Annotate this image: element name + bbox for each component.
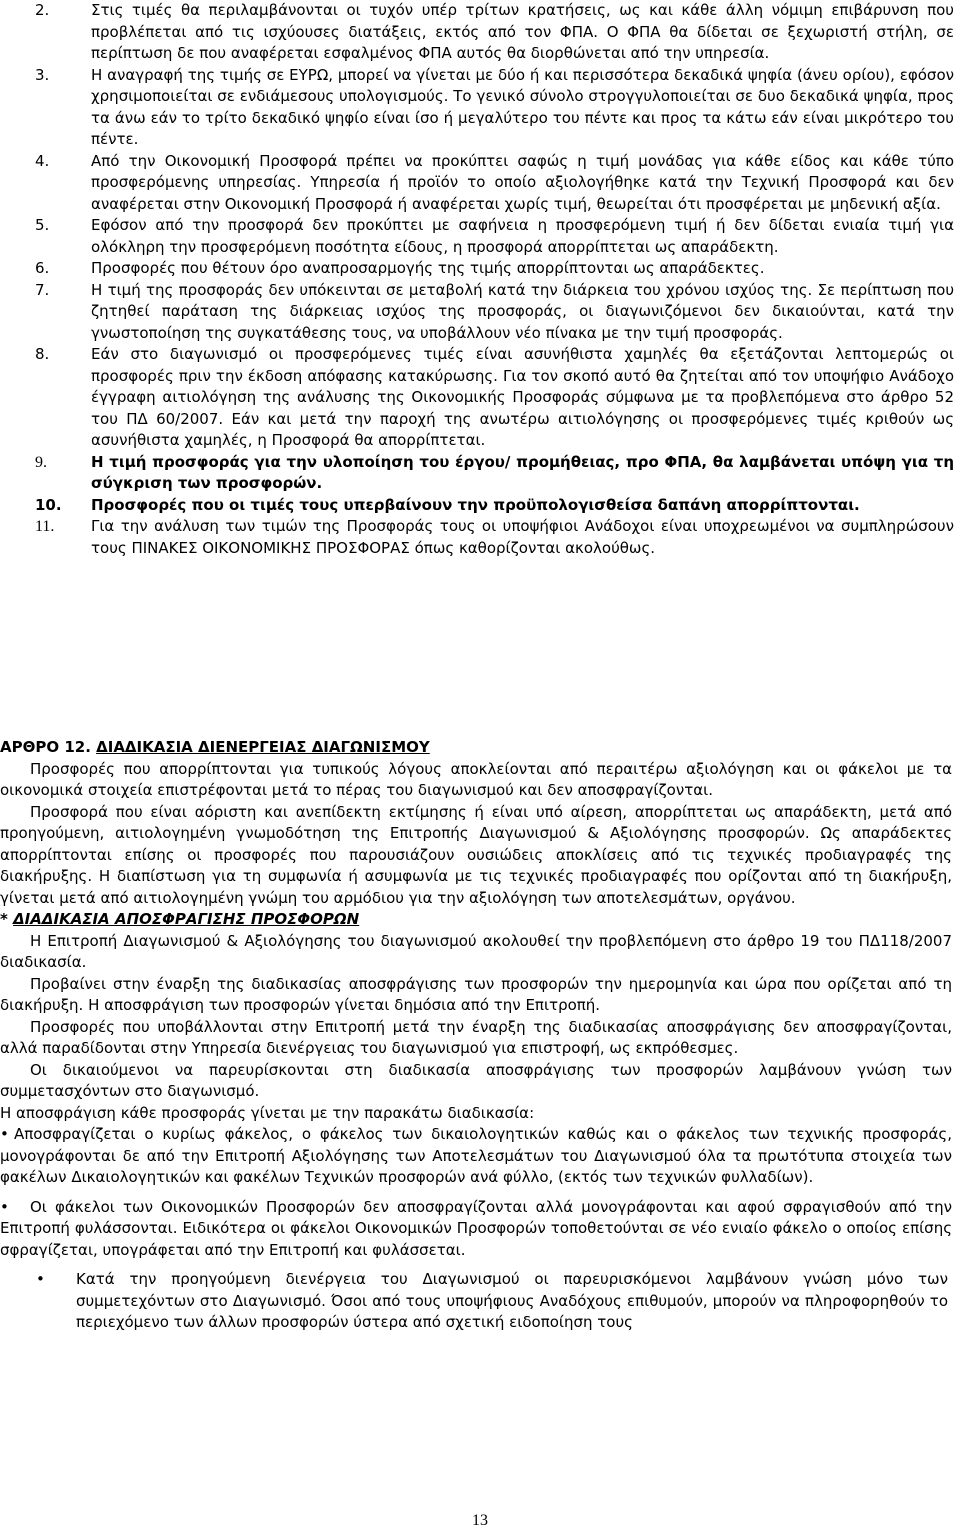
list-number: 10. <box>35 495 62 514</box>
list-item <box>0 280 960 345</box>
list-number: 2. <box>35 1 50 19</box>
list-item <box>0 344 960 452</box>
bullet-item <box>0 1269 952 1334</box>
list-number: 3. <box>35 65 50 84</box>
list-item <box>0 65 960 151</box>
paragraph: Η Επιτροπή Διαγωνισμού & Αξιολόγησης του διαγωνισμού ακολουθεί την προβλεπόμενη στο άρθρο 19 του ΠΔ118/2007 διαδικασία. <box>0 931 952 971</box>
paragraph: Προβαίνει στην έναρξη της διαδικασίας αποσφράγισης των προσφορών την ημερομηνία και ώρα που ορίζεται από τη διακήρυξη. Η αποσφράγιση των προσφορών γίνεται δημόσια από την Επιτροπή. <box>0 974 952 1014</box>
list-item <box>0 516 960 559</box>
list-text: Εάν στο διαγωνισμό οι προσφερόμενες τιμές είναι ασυνήθιστα χαμηλές θα εξετάζονται λεπτομερώς οι προσφορές πριν την έκδοση απόφασης κατακύρωσης. Για τον σκοπό αυτό θα ζητείται από τον υποψήφιο Ανάδοχο έγγραφη αιτιολόγηση της ανάλυσης της Οικονομικής Προσφοράς σύμφωνα με τα προβλεπόμενα στο άρθρο 52 του ΠΔ 60/2007. Εάν και μετά την παροχή της ανωτέρω αιτιολόγησης οι προσφερόμενες τιμές κριθούν ως ασυνήθιστα χαμηλές, η Προσφορά θα απορρίπτεται. <box>91 345 954 449</box>
list-item <box>0 151 960 216</box>
list-number: 7. <box>35 280 50 299</box>
article-heading-title: ΔΙΑΔΙΚΑΣΙΑ ΔΙΕΝΕΡΓΕΙΑΣ ΔΙΑΓΩΝΙΣΜΟΥ <box>96 738 430 756</box>
paragraph: Η αποσφράγιση κάθε προσφοράς γίνεται με την παρακάτω διαδικασία: <box>0 1103 535 1122</box>
list-text: Η αναγραφή της τιμής σε ΕΥΡΩ, μπορεί να γίνεται με δύο ή και περισσότερα δεκαδικά ψηφία (άνευ ορίου), εφόσον χρησιμοποιείται σε ενδιάμεσους υπολογισμούς. Το γενικό σύνολο στρογγυλοποιείται σε δυο δεκαδικά ψηφία, προς τα άνω εάν το τρίτο δεκαδικό ψηφίο είναι ίσο ή μεγαλύτερο του πέντε και προς τα κάτω εάν είναι μικρότερο του πέντε. <box>91 65 954 148</box>
bullet-text: Αποσφραγίζεται ο κυρίως φάκελος, ο φάκελος των δικαιολογητικών καθώς και ο φάκελος των τεχνικής προσφοράς, μονογράφονται δε από την Επιτροπή Αξιολόγησης των Αποτελεσμάτων του Διαγωνισμού όλα τα πρωτότυπα στοιχεία των φακέλων Δικαιολογητικών και φακέλων Τεχνικών προσφορών ανά φύλλο, (εκτός των τεχνικών φυλλαδίων). <box>0 1125 952 1186</box>
list-number: 6. <box>35 259 50 277</box>
list-text: Προσφορές που θέτουν όρο αναπροσαρμογής της τιμής απορρίπτονται ως απαράδεκτες. <box>91 259 765 277</box>
list-number: 5. <box>35 216 50 234</box>
bullet-icon: • <box>0 1197 9 1216</box>
list-text: Για την ανάλυση των τιμών της Προσφοράς τους οι υποψήφιοι Ανάδοχοι είναι υποχρεωμένοι να συμπληρώσουν τους ΠΙΝΑΚΕΣ ΟΙΚΟΝΟΜΙΚΗΣ ΠΡΟΣΦΟΡΑΣ όπως καθορίζονται ακολούθως. <box>91 517 954 557</box>
list-number: 9. <box>35 453 47 471</box>
price-terms-list <box>0 0 960 559</box>
paragraph: Προσφορές που υποβάλλονται στην Επιτροπή μετά την έναρξη της διαδικασίας αποσφράγισης δεν αποσφραγίζονται, αλλά παραδίδονται στην Υπηρεσία διενέργειας του διαγωνισμού για επιστροφή, ως εκπρόθεσμες. <box>0 1017 952 1057</box>
article-heading-prefix: ΑΡΘΡΟ 12. <box>0 738 97 756</box>
paragraph: Οι δικαιούμενοι να παρευρίσκονται στη διαδικασία αποσφράγισης των προσφορών λαμβάνουν γνώση των συμμετασχόντων στο διαγωνισμό. <box>0 1060 952 1100</box>
bullet-icon: • <box>36 1270 45 1288</box>
subheading-star: * <box>0 910 14 928</box>
list-number: 11. <box>35 518 55 535</box>
bullet-item <box>0 1124 952 1189</box>
subheading-title: ΔΙΑΔΙΚΑΣΙΑ ΑΠΟΣΦΡΑΓΙΣΗΣ ΠΡΟΣΦΟΡΩΝ <box>13 910 360 928</box>
list-text: Στις τιμές θα περιλαμβάνονται οι τυχόν υπέρ τρίτων κρατήσεις, ως και κάθε άλλη νόμιμη επιβάρυνση που προβλέπεται από τις ισχύουσες διατάξεις, εκτός από τον ΦΠΑ. Ο ΦΠΑ θα δίδεται σε ξεχωριστή στήλη, σε περίπτωση δε που αναφέρεται εσφαλμένος ΦΠΑ αυτός θα διορθώνεται από την υπηρεσία. <box>91 1 954 62</box>
list-text: Η τιμή της προσφοράς δεν υπόκεινται σε μεταβολή κατά την διάρκεια του χρόνου ισχύος της. Σε περίπτωση που ζητηθεί παράταση της διάρκειας ισχύος της προσφοράς, οι διαγωνιζόμενοι δεν δικαιούνται, κατά την γνωστοποίηση της συγκατάθεσης τους, να υποβάλλουν νέο πίνακα με την τιμή προσφοράς. <box>91 280 954 342</box>
list-number: 8. <box>35 345 50 363</box>
paragraph: Προσφορά που είναι αόριστη και ανεπίδεκτη εκτίμησης ή είναι υπό αίρεση, απορρίπτεται ως απαράδεκτη, μετά από προηγούμενη, αιτιολογημένη γνωμοδότηση της Επιτροπής Διαγωνισμού & Αξιολόγησης προσφορών. Ως απαράδεκτες απορρίπτονται επίσης οι προσφορές που παρουσιάζουν ουσιώδεις αποκλίσεις από τις τεχνικές προδιαγραφές της διακήρυξης. Η διαπίστωση για τη συμφωνία ή ασυμφωνία με τις τεχνικές προδιαγραφές που ορίζονται από τη διακήρυξη, γίνεται μετά από αιτιολογημένη γνώμη του αρμόδιου για την αξιολόγηση των αποτελεσμάτων, οργάνου. <box>0 802 952 907</box>
list-item <box>0 258 960 280</box>
list-item <box>0 452 960 495</box>
list-text: Προσφορές που οι τιμές τους υπερβαίνουν την προϋπολογισθείσα δαπάνη απορρίπτονται. <box>91 495 860 514</box>
list-text: Από την Οικονομική Προσφορά πρέπει να προκύπτει σαφώς η τιμή μονάδας για κάθε είδος και κάθε τύπο προσφερόμενης υπηρεσίας. Υπηρεσία ή προϊόν το οποίο αξιολογήθηκε κατά την Τεχνική Προσφορά και δεν αναφέρεται στην Οικονομική Προσφορά ή αναφέρεται χωρίς τιμή, θεωρείται ότι προσφέρεται με μηδενική αξία. <box>91 151 954 213</box>
list-item <box>0 0 960 65</box>
list-text: Εφόσον από την προσφορά δεν προκύπτει με σαφήνεια η προσφερόμενη τιμή ή δεν δίδεται ενιαία τιμή για ολόκληρη την προσφερόμενη ποσότητα είδους, η προσφορά απορρίπτεται ως απαράδεκτη. <box>91 216 954 256</box>
list-item <box>0 495 960 517</box>
paragraph: Προσφορές που απορρίπτονται για τυπικούς λόγους αποκλείονται από περαιτέρω αξιολόγηση και οι φάκελοι με τα οικονομικά στοιχεία επιστρέφονται μετά το πέρας του διαγωνισμού και δεν αποσφραγίζονται. <box>0 759 952 799</box>
list-number: 4. <box>35 151 50 170</box>
bullet-icon: • <box>0 1125 9 1143</box>
list-text: Η τιμή προσφοράς για την υλοποίηση του έργου/ προμήθειας, προ ΦΠΑ, θα λαμβάνεται υπόψη για τη σύγκριση των προσφορών. <box>91 452 954 492</box>
article-heading <box>0 737 952 759</box>
bullet-text: Κατά την προηγούμενη διενέργεια του Διαγωνισμού οι παρευρισκόμενοι λαμβάνουν γνώση μόνο των συμμετεχόντων στο Διαγωνισμό. Όσοι από τους υποψήφιους Αναδόχους επιθυμούν, μπορούν να πληροφορηθούν το περιεχόμενο των άλλων προσφορών ύστερα από σχετική ειδοποίηση τους <box>76 1270 948 1331</box>
article-12 <box>0 737 952 1334</box>
page-number: 13 <box>472 1512 488 1529</box>
subheading <box>0 909 952 931</box>
list-item <box>0 215 960 258</box>
bullet-text: Οι φάκελοι των Οικονομικών Προσφορών δεν αποσφραγίζονται αλλά μονογράφονται και αφού σφραγισθούν από την Επιτροπή φυλάσσονται. Ειδικότερα οι φάκελοι Οικονομικών Προσφορών τοποθετούνται σε νέο ενιαίο φάκελο ο οποίος επίσης σφραγίζεται, υπογράφεται από την Επιτροπή και φυλάσσεται. <box>0 1197 952 1259</box>
bullet-item <box>0 1197 952 1262</box>
